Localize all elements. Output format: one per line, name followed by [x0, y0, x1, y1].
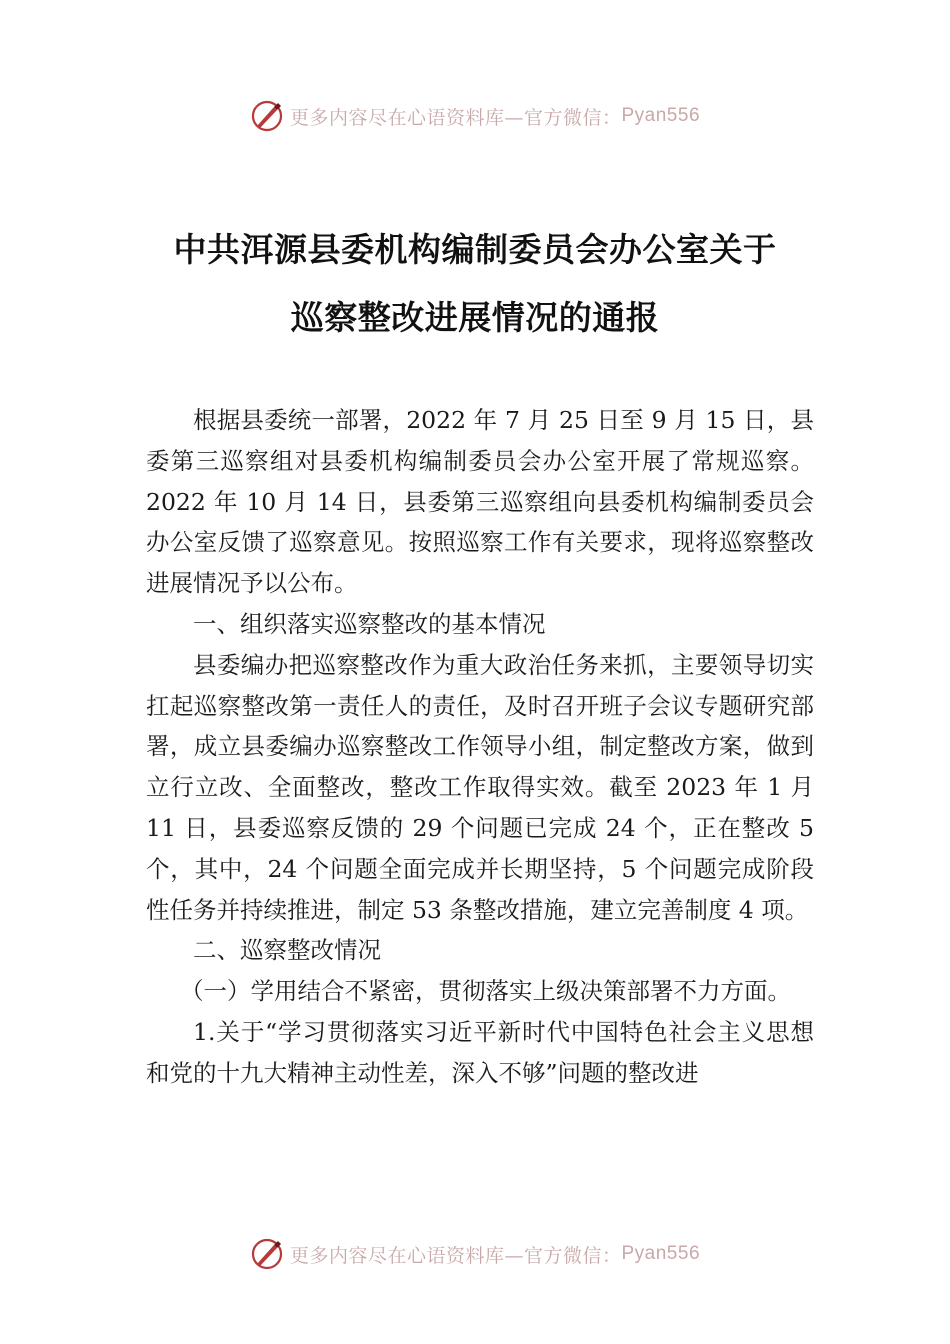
document-body: [146, 400, 814, 1094]
section-heading-2: 二、巡察整改情况: [193, 936, 381, 965]
document-title-line-2: 巡察整改进展情况的通报: [290, 298, 660, 337]
section-heading-1: 一、组织落实巡察整改的基本情况: [193, 609, 546, 638]
watermark-text: 更多内容尽在心语资料库—官方微信：: [289, 106, 622, 129]
subsection-heading-1: （一）学用结合不紧密，贯彻落实上级决策部署不力方面。: [180, 977, 792, 1006]
document-title-line-1: 中共洱源县委机构编制委员会办公室关于: [173, 230, 777, 269]
footer-watermark: [0, 1234, 950, 1274]
header-watermark: [0, 96, 950, 136]
watermark-wechat-id: Pyan556: [621, 1243, 701, 1264]
paragraph-basic-situation: 县委编办把巡察整改作为重大政治任务来抓，主要领导切实扛起巡察整改第一责任人的责任，及时召开班子会议专题研究部署，成立县委编办巡察整改工作领导小组，制定整改方案，做到立行立改、全面整改，整改工作取得实效。截至 2023 年 1 月 11 日，县委巡察反馈的 29 个问题已完成 24 个，正在整改 5 个，其中，24 个问题全面完成并长期坚持，5 个问题完成阶段性任务并持续推进，制定 53 条整改措施，建立完善制度 4 项。: [146, 650, 814, 924]
paragraph-item-1: 1.关于“学习贯彻落实习近平新时代中国特色社会主义思想和党的十九大精神主动性差，深入不够”问题的整改进: [146, 1017, 814, 1087]
paragraph-intro: 根据县委统一部署，2022 年 7 月 25 日至 9 月 15 日，县委第三巡察组对县委机构编制委员会办公室开展了常规巡察。2022 年 10 月 14 日，县委第三巡察组向县委机构编制委员会办公室反馈了巡察意见。按照巡察工作有关要求，现将巡察整改进展情况予以公布。: [146, 406, 814, 598]
pen-logo-icon: [250, 99, 284, 133]
watermark-wechat-id: Pyan556: [621, 105, 701, 126]
pen-logo-icon: [250, 1237, 284, 1271]
watermark-text: 更多内容尽在心语资料库—官方微信：: [289, 1244, 622, 1267]
